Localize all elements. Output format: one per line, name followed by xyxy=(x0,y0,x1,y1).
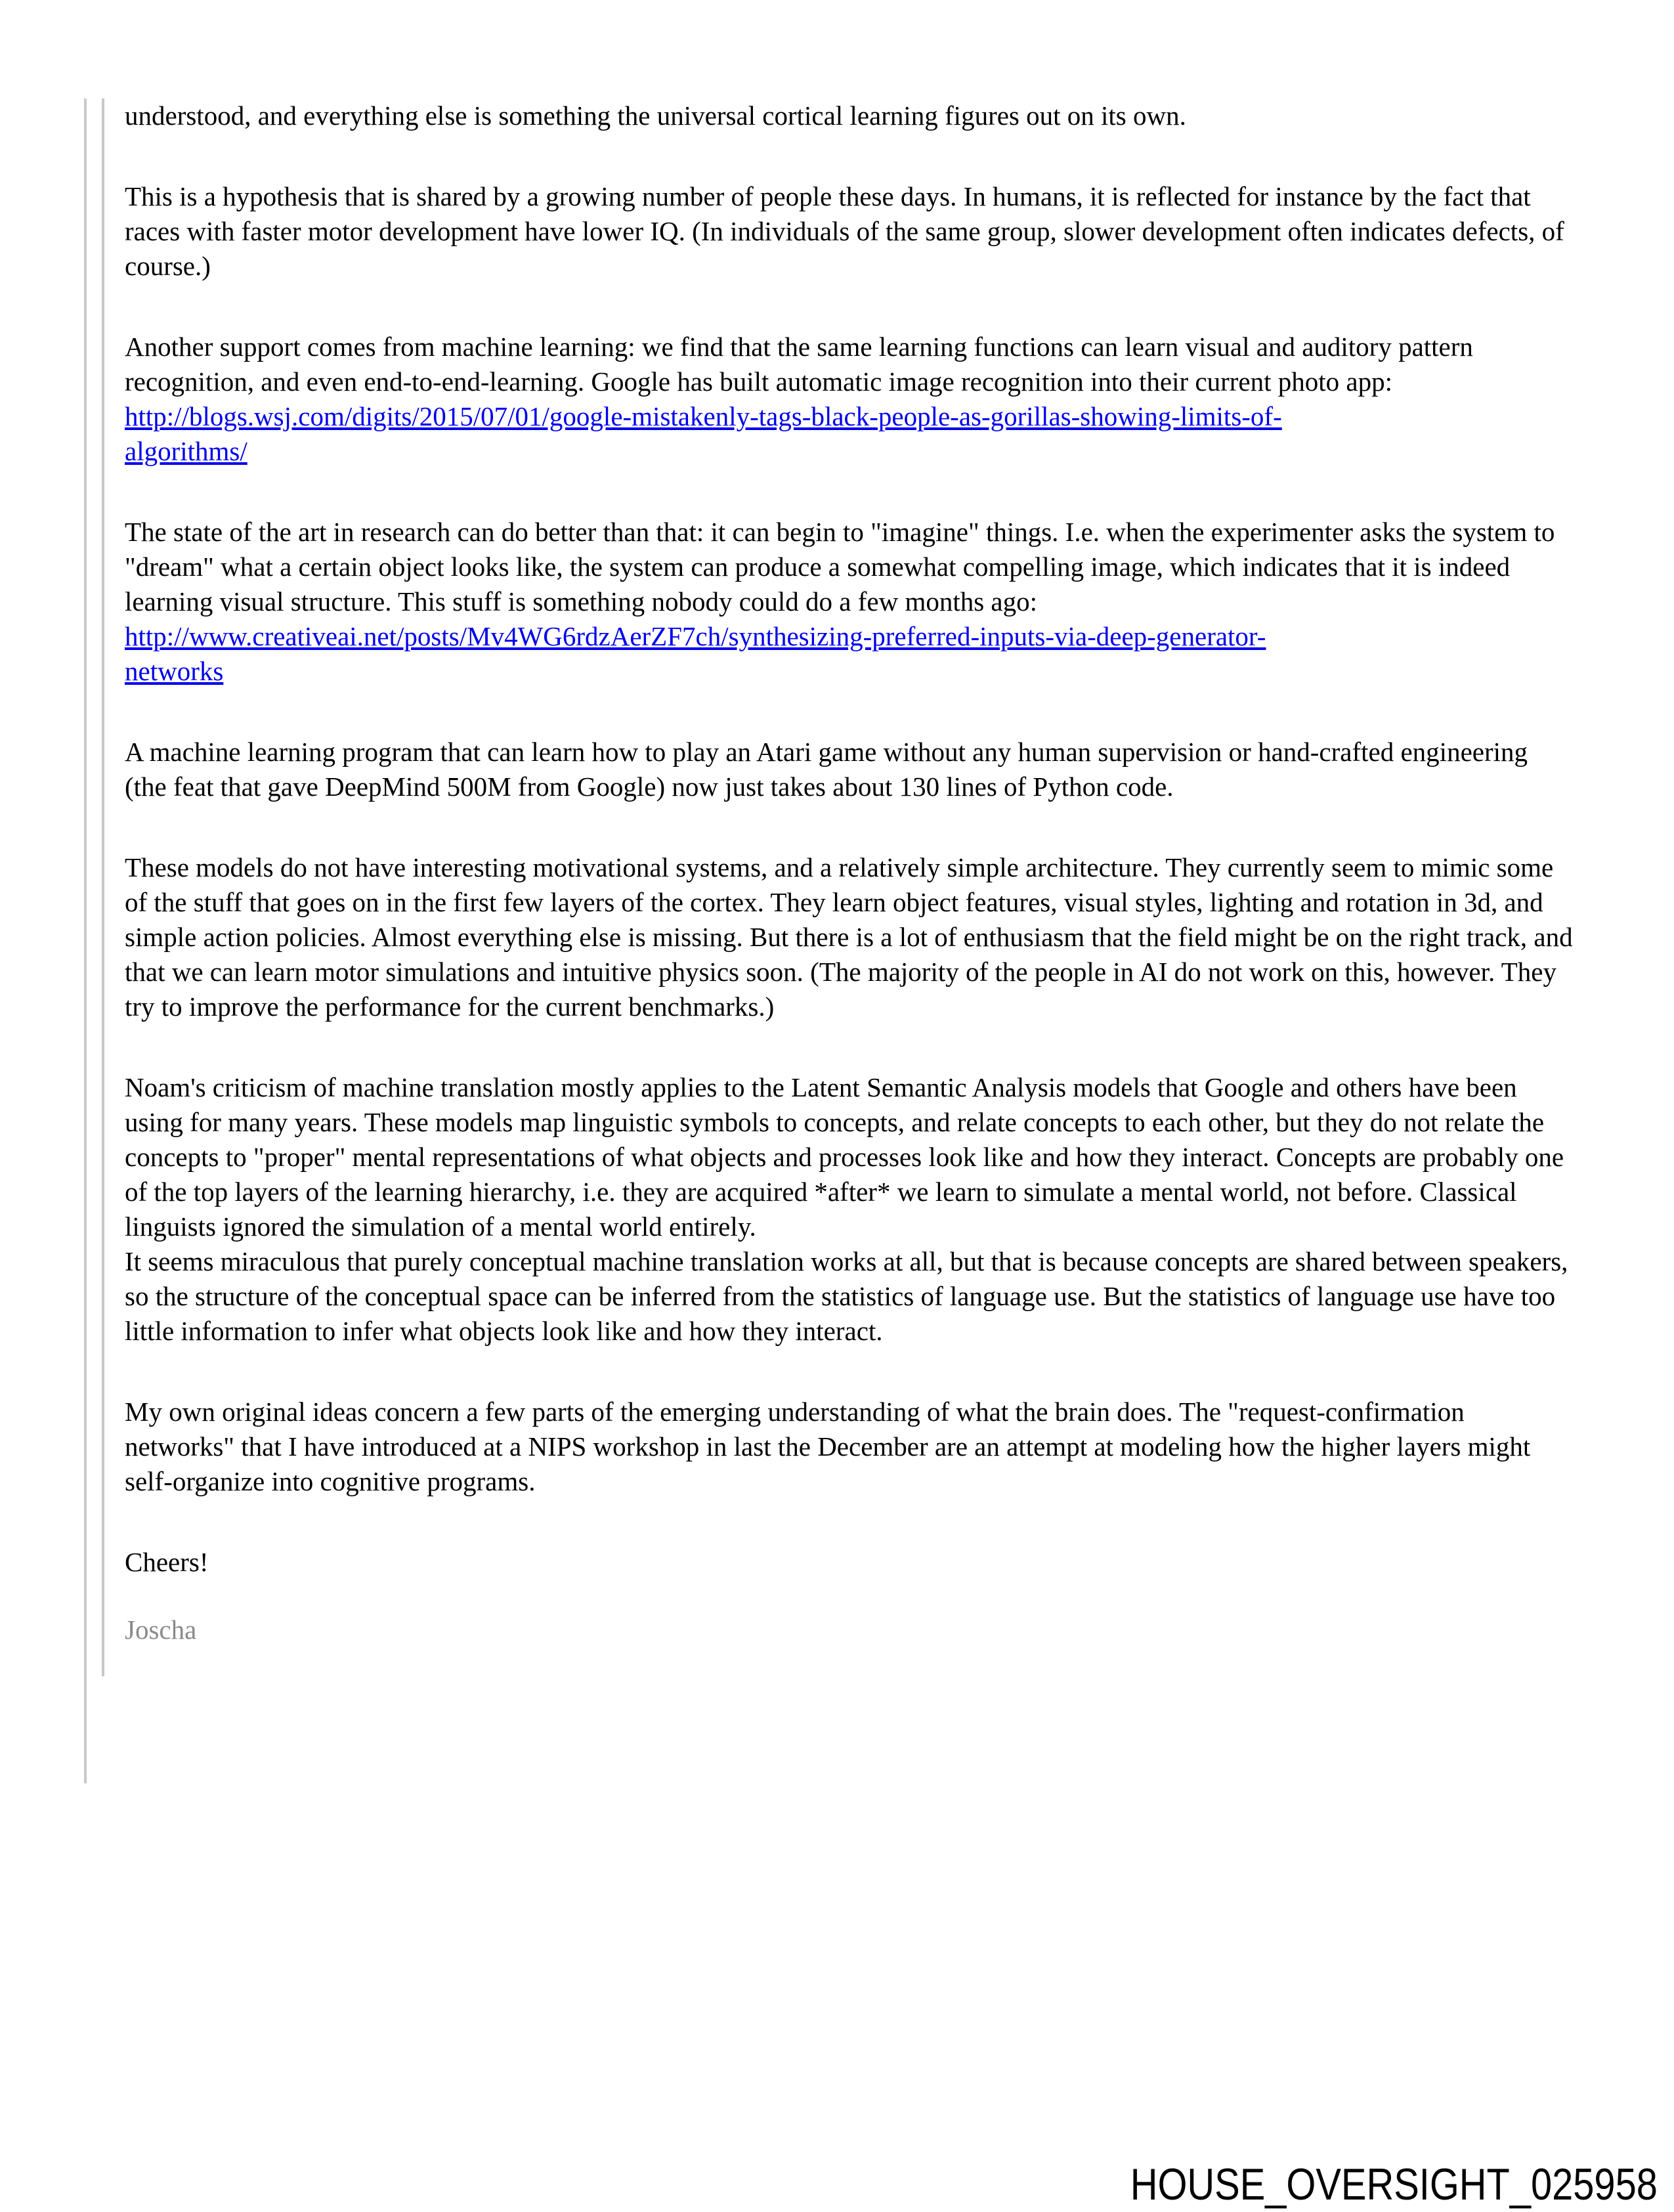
quote-level-2 xyxy=(102,98,1576,1676)
paragraph-conceptual-translation-text: It seems miraculous that purely conceptual machine translation works at all, but that is because concepts are shared between speakers, so the structure of the conceptual space can be inferred from the statistics of language use. But the statistics of language use have too little information to infer what objects look like and how they interact. xyxy=(125,1246,1568,1346)
signature-name: Joscha xyxy=(125,1615,197,1645)
paragraph-models: These models do not have interesting motivational systems, and a relatively simple architecture. They currently seem to mimic some of the stuff that goes on in the first few layers of the cortex. They learn object features, visual styles, lighting and rotation in 3d, and simple action policies. Almost everything else is missing. But there is a lot of enthusiasm that the field might be on the right track, and that we can learn motor simulations and intuitive physics soon. (The majority of the people in AI do not work on this, however. They try to improve the performance for the current benchmarks.) xyxy=(125,852,1573,1022)
paragraph-noam-criticism-text: Noam's criticism of machine translation mostly applies to the Latent Semantic Analysis models that Google and others have been using for many years. These models map linguistic symbols to concepts, and relate concepts to each other, but they do not relate the concepts to "proper" mental representations of what objects and processes look like and how they interact. Concepts are probably one of the top layers of the learning hierarchy, i.e. they are acquired *after* we learn to simulate a mental world, not before. Classical linguists ignored the simulation of a mental world entirely. xyxy=(125,1072,1564,1242)
paragraph-machine-learning xyxy=(125,330,1576,469)
wsj-link-line2: algorithms/ xyxy=(125,436,247,466)
wsj-article-link[interactable] xyxy=(125,401,1282,466)
creativeai-link-line1: http://www.creativeai.net/posts/Mv4WG6rdzAerZF7ch/synthesizing-preferred-inputs-via-deep-generator- xyxy=(125,621,1266,651)
paragraph-state-of-the-art-text: The state of the art in research can do better than that: it can begin to "imagine" things. I.e. when the experimenter asks the system to "dream" what a certain object looks like, the system can produce a somewhat compelling image, which indicates that it is indeed learning visual structure. This stuff is something nobody could do a few months ago: xyxy=(125,517,1555,617)
paragraph-noam-criticism xyxy=(125,1070,1576,1349)
bates-number: HOUSE_OVERSIGHT_025958 xyxy=(1130,2159,1658,2209)
paragraph-cortical-learning: understood, and everything else is something the universal cortical learning figures out on its own. xyxy=(125,100,1186,131)
creativeai-link-line2: networks xyxy=(125,656,224,686)
wsj-link-line1: http://blogs.wsj.com/digits/2015/07/01/google-mistakenly-tags-black-people-as-gorillas-showing-limits-of- xyxy=(125,401,1282,431)
quote-level-1 xyxy=(84,98,1576,1783)
paragraph-hypothesis: This is a hypothesis that is shared by a growing number of people these days. In humans, it is reflected for instance by the fact that races with faster motor development have lower IQ. (In individuals of the same group, slower development often indicates defects, of course.) xyxy=(125,181,1564,281)
paragraph-own-ideas: My own original ideas concern a few parts of the emerging understanding of what the brain does. The "request-confirmation networks" that I have introduced at a NIPS workshop in last the December are an attempt at modeling how the higher layers might self-organize into cognitive programs. xyxy=(125,1397,1531,1496)
paragraph-atari: A machine learning program that can learn how to play an Atari game without any human supervision or hand-crafted engineering (the feat that gave DeepMind 500M from Google) now just takes about 130 lines of Python code. xyxy=(125,737,1528,802)
creativeai-link[interactable] xyxy=(125,621,1266,686)
paragraph-state-of-the-art xyxy=(125,515,1576,689)
signature-closing: Cheers! xyxy=(125,1547,209,1577)
paragraph-machine-learning-text: Another support comes from machine learning: we find that the same learning functions can learn visual and auditory pattern recognition, and even end-to-end-learning. Google has built automatic image recognition into their current photo app: xyxy=(125,332,1473,397)
